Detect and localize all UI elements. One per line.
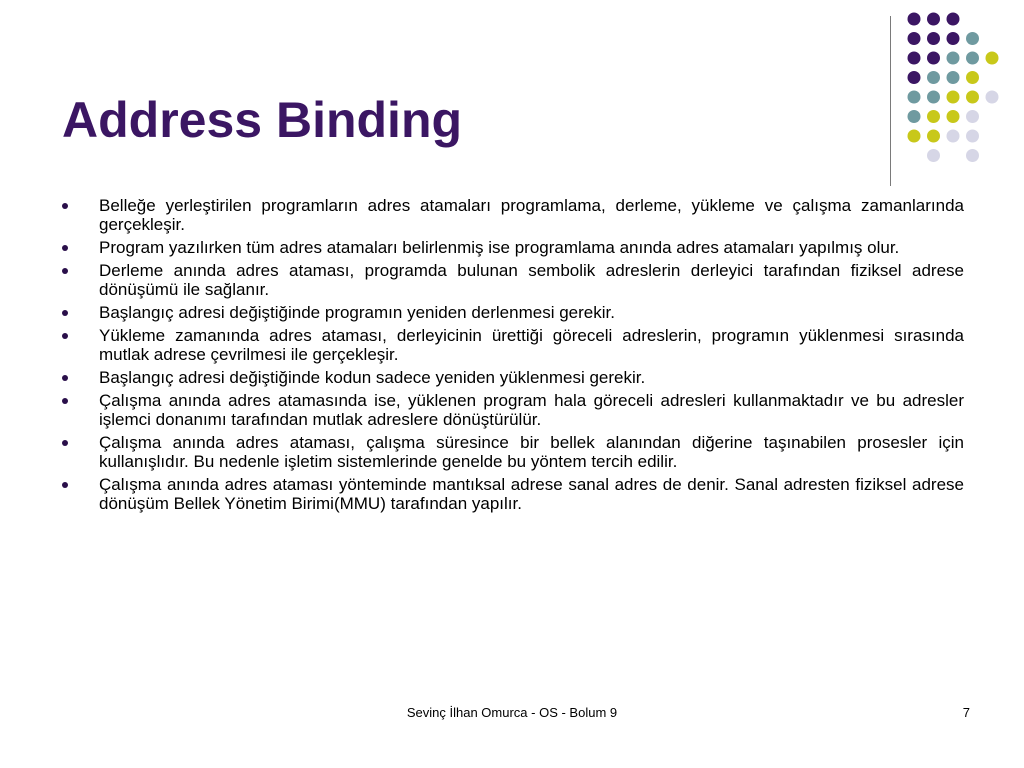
decorative-dot: [966, 32, 979, 45]
bullet-item: Çalışma anında adres ataması, çalışma süresince bir bellek alanından diğerine taşınabilen prosesler için kullanışlıdır. Bu nedenle işletim sistemlerinde genelde bu yöntem tercih edilir.: [60, 433, 964, 471]
decorative-dot: [927, 13, 940, 26]
title-divider-line: [890, 16, 891, 186]
bullet-item: Başlangıç adresi değiştiğinde kodun sadece yeniden yüklenmesi gerekir.: [60, 368, 964, 387]
decorative-dot: [908, 130, 921, 143]
decorative-dot: [927, 32, 940, 45]
decorative-dot-grid: [906, 11, 1016, 171]
decorative-dot: [927, 149, 940, 162]
decorative-dot: [947, 91, 960, 104]
decorative-dot: [908, 52, 921, 65]
decorative-dot: [947, 32, 960, 45]
bullet-item: Program yazılırken tüm adres atamaları belirlenmiş ise programlama anında adres atamaları yapılmış olur.: [60, 238, 964, 257]
decorative-dot: [927, 130, 940, 143]
decorative-dot: [927, 71, 940, 84]
bullet-list: [60, 196, 964, 517]
footer-text: Sevinç İlhan Omurca - OS - Bolum 9: [406, 705, 618, 720]
decorative-dot: [947, 52, 960, 65]
decorative-dot: [966, 130, 979, 143]
bullet-item: Başlangıç adresi değiştiğinde programın yeniden derlenmesi gerekir.: [60, 303, 964, 322]
decorative-dot: [927, 110, 940, 123]
page-number: 7: [962, 705, 970, 720]
decorative-dot: [966, 91, 979, 104]
decorative-dot: [927, 52, 940, 65]
bullet-item: Derleme anında adres ataması, programda bulunan sembolik adreslerin derleyici tarafından fiziksel adrese dönüşümü ile sağlanır.: [60, 261, 964, 299]
decorative-dot: [966, 149, 979, 162]
decorative-dot: [908, 71, 921, 84]
decorative-dot: [986, 91, 999, 104]
decorative-dot: [908, 91, 921, 104]
decorative-dot: [966, 71, 979, 84]
decorative-dot: [908, 32, 921, 45]
decorative-dot: [966, 110, 979, 123]
decorative-dot: [908, 13, 921, 26]
decorative-dot: [966, 52, 979, 65]
slide-title: Address Binding: [62, 92, 463, 148]
decorative-dot: [947, 110, 960, 123]
bullet-item: Yükleme zamanında adres ataması, derleyicinin ürettiği göreceli adreslerin, programın yüklenmesi sırasında mutlak adrese çevrilmesi ile gerçekleşir.: [60, 326, 964, 364]
bullet-item: Belleğe yerleştirilen programların adres atamaları programlama, derleme, yükleme ve çalışma zamanlarında gerçekleşir.: [60, 196, 964, 234]
decorative-dot: [986, 52, 999, 65]
decorative-dot: [927, 91, 940, 104]
decorative-dot: [947, 13, 960, 26]
bullet-item: Çalışma anında adres ataması yönteminde mantıksal adrese sanal adres de denir. Sanal adresten fiziksel adrese dönüşüm Bellek Yönetim Birimi(MMU) tarafından yapılır.: [60, 475, 964, 513]
decorative-dot: [908, 110, 921, 123]
bullet-item: Çalışma anında adres atamasında ise, yüklenen program hala göreceli adresleri kullanmaktadır ve bu adresler işlemci donanımı tarafından mutlak adreslere dönüştürülür.: [60, 391, 964, 429]
decorative-dot: [947, 130, 960, 143]
decorative-dot: [947, 71, 960, 84]
